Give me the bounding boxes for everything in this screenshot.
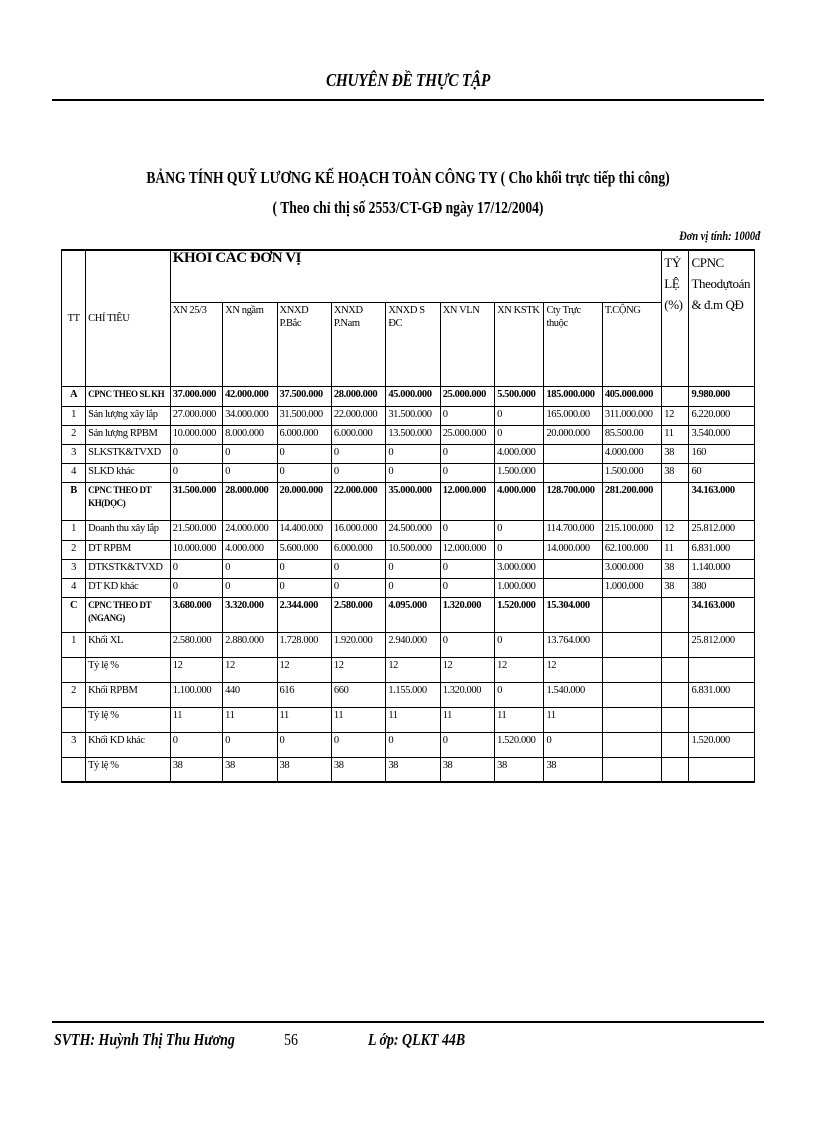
- table-cell: 24.500.000: [386, 520, 440, 540]
- row-tt: 2: [62, 682, 86, 707]
- table-cell: [689, 657, 755, 682]
- row-tt: [62, 757, 86, 782]
- document-title: BẢNG TÍNH QUỸ LƯƠNG KẾ HOẠCH TOÀN CÔNG TY ( Cho khối trực tiếp thi công): [146, 168, 670, 187]
- row-tt: 3: [62, 444, 86, 463]
- table-cell: 660: [331, 682, 385, 707]
- table-cell: 27.000.000: [170, 406, 222, 425]
- table-cell: 6.831.000: [689, 540, 755, 559]
- table-cell: 3.540.000: [689, 425, 755, 444]
- table-cell: 11: [544, 707, 602, 732]
- table-cell: 0: [223, 732, 277, 757]
- table-cell: [662, 632, 689, 657]
- table-cell: 2.580.000: [170, 632, 222, 657]
- table-cell: 45.000.000: [386, 386, 440, 406]
- table-cell: 13.764.000: [544, 632, 602, 657]
- table-cell: 12: [331, 657, 385, 682]
- table-cell: 1.155.000: [386, 682, 440, 707]
- table-cell: [602, 757, 661, 782]
- table-cell: 5.600.000: [277, 540, 331, 559]
- table-cell: 12: [170, 657, 222, 682]
- header-unit: XN KSTK: [495, 302, 544, 386]
- table-cell: [544, 444, 602, 463]
- row-label: Doanh thu xây lắp: [86, 520, 171, 540]
- header-unit: XN 25/3: [170, 302, 222, 386]
- table-cell: 0: [223, 444, 277, 463]
- table-cell: 12: [662, 520, 689, 540]
- table-cell: 440: [223, 682, 277, 707]
- row-label: CPNC THEO DT KH(DỌC): [86, 482, 171, 520]
- table-cell: 6.220.000: [689, 406, 755, 425]
- table-cell: 25.000.000: [440, 425, 494, 444]
- table-cell: 0: [331, 444, 385, 463]
- row-tt: A: [62, 386, 86, 406]
- header-title: CHUYÊN ĐỀ THỰC TẬP: [325, 70, 491, 90]
- table-cell: 20.000.000: [277, 482, 331, 520]
- table-cell: 37.000.000: [170, 386, 222, 406]
- table-cell: 11: [386, 707, 440, 732]
- table-cell: 0: [170, 444, 222, 463]
- table-row: [62, 482, 755, 520]
- table-cell: [662, 757, 689, 782]
- header-unit: XNXD P.Bắc: [277, 302, 331, 386]
- row-tt: 4: [62, 463, 86, 482]
- header-tyle: TỶ LỆ (%): [662, 250, 689, 386]
- table-cell: 0: [544, 732, 602, 757]
- row-label: Tỷ lệ %: [86, 707, 171, 732]
- table-cell: [602, 707, 661, 732]
- table-cell: 0: [170, 578, 222, 597]
- table-cell: [544, 463, 602, 482]
- table-cell: 0: [331, 463, 385, 482]
- table-cell: 215.100.000: [602, 520, 661, 540]
- page-number: 56: [284, 1030, 298, 1049]
- table-row: [62, 657, 755, 682]
- row-label: SLKD khác: [86, 463, 171, 482]
- table-cell: 0: [386, 463, 440, 482]
- table-cell: 0: [440, 732, 494, 757]
- table-row: [62, 732, 755, 757]
- table-cell: 3.320.000: [223, 597, 277, 632]
- table-cell: 4.000.000: [602, 444, 661, 463]
- table-cell: 35.000.000: [386, 482, 440, 520]
- table-cell: 38: [662, 444, 689, 463]
- header-chitieu: CHỈ TIÊU: [86, 250, 171, 386]
- table-cell: 1.000.000: [495, 578, 544, 597]
- table-cell: [602, 657, 661, 682]
- table-cell: [602, 682, 661, 707]
- table-cell: 12: [440, 657, 494, 682]
- table-cell: 38: [170, 757, 222, 782]
- table-cell: 42.000.000: [223, 386, 277, 406]
- table-cell: 11: [170, 707, 222, 732]
- table-cell: 160: [689, 444, 755, 463]
- row-label: Tỷ lệ %: [86, 757, 171, 782]
- row-label: DT KD khác: [86, 578, 171, 597]
- table-cell: 281.200.000: [602, 482, 661, 520]
- table-cell: 28.000.000: [331, 386, 385, 406]
- table-row: [62, 632, 755, 657]
- header-divider: [52, 99, 764, 101]
- table-row: [62, 757, 755, 782]
- table-cell: 10.000.000: [170, 425, 222, 444]
- table-cell: 38: [662, 463, 689, 482]
- table-cell: 28.000.000: [223, 482, 277, 520]
- table-cell: 185.000.000: [544, 386, 602, 406]
- table-cell: [689, 757, 755, 782]
- table-cell: 4.000.000: [223, 540, 277, 559]
- table-cell: 12: [386, 657, 440, 682]
- table-cell: [662, 732, 689, 757]
- table-cell: 0: [331, 559, 385, 578]
- table-cell: 0: [277, 732, 331, 757]
- table-cell: 62.100.000: [602, 540, 661, 559]
- table-cell: 13.500.000: [386, 425, 440, 444]
- table-cell: 12.000.000: [440, 540, 494, 559]
- table-cell: 1.728.000: [277, 632, 331, 657]
- table-cell: 0: [440, 406, 494, 425]
- table-cell: [602, 732, 661, 757]
- table-cell: 8.000.000: [223, 425, 277, 444]
- table-cell: 1.920.000: [331, 632, 385, 657]
- table-cell: 1.520.000: [689, 732, 755, 757]
- header-unit: XNXD P.Nam: [331, 302, 385, 386]
- table-cell: 11: [331, 707, 385, 732]
- table-cell: 11: [440, 707, 494, 732]
- table-cell: 31.500.000: [277, 406, 331, 425]
- table-row: [62, 540, 755, 559]
- table-cell: 11: [662, 540, 689, 559]
- table-cell: 38: [544, 757, 602, 782]
- table-cell: 6.831.000: [689, 682, 755, 707]
- table-cell: 0: [277, 444, 331, 463]
- row-label: CPNC THEO DT (NGANG): [86, 597, 171, 632]
- table-cell: 14.000.000: [544, 540, 602, 559]
- table-cell: 2.580.000: [331, 597, 385, 632]
- table-cell: 38: [223, 757, 277, 782]
- unit-note: Đơn vị tính: 1000đ: [679, 228, 760, 243]
- table-cell: 1.320.000: [440, 682, 494, 707]
- table-row: [62, 520, 755, 540]
- table-cell: 0: [495, 520, 544, 540]
- table-cell: 1.320.000: [440, 597, 494, 632]
- table-cell: 11: [495, 707, 544, 732]
- table-cell: 85.500.00: [602, 425, 661, 444]
- table-cell: 2.880.000: [223, 632, 277, 657]
- table-cell: 0: [495, 632, 544, 657]
- table-cell: 38: [331, 757, 385, 782]
- table-cell: 3.000.000: [602, 559, 661, 578]
- table-cell: 12: [544, 657, 602, 682]
- table-cell: 0: [386, 444, 440, 463]
- table-cell: 22.000.000: [331, 482, 385, 520]
- table-cell: 34.163.000: [689, 597, 755, 632]
- table-cell: 12.000.000: [440, 482, 494, 520]
- header-unit: Cty Trực thuộc: [544, 302, 602, 386]
- table-cell: 128.700.000: [544, 482, 602, 520]
- table-cell: [689, 707, 755, 732]
- table-cell: 15.304.000: [544, 597, 602, 632]
- table-cell: 12: [662, 406, 689, 425]
- table-cell: 1.500.000: [495, 463, 544, 482]
- table-cell: 25.812.000: [689, 632, 755, 657]
- row-label: Khối XL: [86, 632, 171, 657]
- row-label: SLKSTK&TVXD: [86, 444, 171, 463]
- table-cell: [544, 559, 602, 578]
- table-cell: 38: [495, 757, 544, 782]
- table-cell: 34.163.000: [689, 482, 755, 520]
- row-label: Tỷ lệ %: [86, 657, 171, 682]
- table-row: [62, 444, 755, 463]
- header-unit: XNXD S ĐC: [386, 302, 440, 386]
- table-cell: 38: [277, 757, 331, 782]
- table-row: [62, 578, 755, 597]
- table-cell: 0: [277, 463, 331, 482]
- table-cell: 0: [170, 463, 222, 482]
- table-cell: 0: [440, 520, 494, 540]
- row-tt: 2: [62, 540, 86, 559]
- table-row: [62, 463, 755, 482]
- table-cell: 0: [223, 578, 277, 597]
- table-cell: 12: [495, 657, 544, 682]
- table-cell: 31.500.000: [170, 482, 222, 520]
- table-cell: 0: [440, 632, 494, 657]
- table-cell: 0: [440, 463, 494, 482]
- table-cell: 1.100.000: [170, 682, 222, 707]
- table-cell: 0: [277, 578, 331, 597]
- row-tt: 4: [62, 578, 86, 597]
- row-tt: 3: [62, 559, 86, 578]
- row-label: Sản lượng RPBM: [86, 425, 171, 444]
- table-cell: 0: [170, 559, 222, 578]
- row-tt: [62, 707, 86, 732]
- table-cell: 0: [386, 559, 440, 578]
- table-cell: 38: [440, 757, 494, 782]
- table-cell: 11: [223, 707, 277, 732]
- table-cell: 616: [277, 682, 331, 707]
- table-cell: 22.000.000: [331, 406, 385, 425]
- footer-divider: [52, 1021, 764, 1023]
- table-cell: 0: [440, 578, 494, 597]
- footer-student: SVTH: Huỳnh Thị Thu Hương: [54, 1030, 235, 1049]
- table-cell: 11: [277, 707, 331, 732]
- table-cell: [662, 386, 689, 406]
- table-cell: [662, 707, 689, 732]
- table-cell: 0: [440, 444, 494, 463]
- table-cell: 5.500.000: [495, 386, 544, 406]
- document-subtitle: ( Theo chỉ thị số 2553/CT-GĐ ngày 17/12/2004): [272, 198, 544, 217]
- table-cell: 11: [662, 425, 689, 444]
- footer-class: L ớp: QLKT 44B: [368, 1030, 466, 1049]
- row-tt: 1: [62, 520, 86, 540]
- header-unit: T.CỘNG: [602, 302, 661, 386]
- row-tt: 1: [62, 632, 86, 657]
- row-label: Sản lượng xây lắp: [86, 406, 171, 425]
- table-cell: 380: [689, 578, 755, 597]
- row-tt: B: [62, 482, 86, 520]
- table-cell: 0: [223, 463, 277, 482]
- table-cell: 3.680.000: [170, 597, 222, 632]
- table-row: [62, 707, 755, 732]
- table-cell: 6.000.000: [331, 425, 385, 444]
- table-cell: 10.000.000: [170, 540, 222, 559]
- table-cell: 37.500.000: [277, 386, 331, 406]
- header-unit: XN VLN: [440, 302, 494, 386]
- table-cell: 9.980.000: [689, 386, 755, 406]
- table-cell: 0: [277, 559, 331, 578]
- table-cell: 0: [495, 406, 544, 425]
- row-tt: C: [62, 597, 86, 632]
- row-label: CPNC THEO SL KH: [86, 386, 171, 406]
- table-cell: 38: [386, 757, 440, 782]
- table-cell: 0: [223, 559, 277, 578]
- table-cell: 0: [331, 578, 385, 597]
- table-row: [62, 682, 755, 707]
- table-cell: [544, 578, 602, 597]
- table-cell: 12: [223, 657, 277, 682]
- table-cell: 25.812.000: [689, 520, 755, 540]
- table-cell: [662, 597, 689, 632]
- table-cell: 0: [170, 732, 222, 757]
- table-row: [62, 597, 755, 632]
- table-row: [62, 406, 755, 425]
- table-cell: 0: [495, 425, 544, 444]
- row-tt: 3: [62, 732, 86, 757]
- header-khoi: KHỐI CÁC ĐƠN VỊ: [170, 250, 662, 302]
- table-cell: 12: [277, 657, 331, 682]
- table-cell: [602, 597, 661, 632]
- table-cell: 1.520.000: [495, 597, 544, 632]
- header-cpnc: CPNC Theodựtoán & đ.m QĐ: [689, 250, 755, 386]
- table-cell: 38: [662, 559, 689, 578]
- row-tt: 2: [62, 425, 86, 444]
- table-cell: 0: [440, 559, 494, 578]
- header-unit: XN ngầm: [223, 302, 277, 386]
- table-cell: 0: [495, 540, 544, 559]
- header-tt: TT: [62, 250, 86, 386]
- row-label: DTKSTK&TVXD: [86, 559, 171, 578]
- row-label: Khối KD khác: [86, 732, 171, 757]
- salary-plan-table: [61, 249, 755, 783]
- table-cell: 14.400.000: [277, 520, 331, 540]
- table-cell: 24.000.000: [223, 520, 277, 540]
- table-cell: 10.500.000: [386, 540, 440, 559]
- table-row: [62, 386, 755, 406]
- table-cell: 4.000.000: [495, 444, 544, 463]
- table-cell: 405.000.000: [602, 386, 661, 406]
- table-cell: 2.940.000: [386, 632, 440, 657]
- table-cell: 165.000.00: [544, 406, 602, 425]
- table-cell: 31.500.000: [386, 406, 440, 425]
- table-cell: 6.000.000: [277, 425, 331, 444]
- table-cell: 311.000.000: [602, 406, 661, 425]
- row-tt: [62, 657, 86, 682]
- table-cell: 1.540.000: [544, 682, 602, 707]
- table-cell: 38: [662, 578, 689, 597]
- table-cell: 0: [495, 682, 544, 707]
- table-row: [62, 559, 755, 578]
- table-cell: 21.500.000: [170, 520, 222, 540]
- table-cell: 34.000.000: [223, 406, 277, 425]
- table-cell: 6.000.000: [331, 540, 385, 559]
- table-cell: 4.000.000: [495, 482, 544, 520]
- table-cell: 114.700.000: [544, 520, 602, 540]
- table-body: [62, 386, 755, 782]
- table-cell: [662, 482, 689, 520]
- table-cell: 1.000.000: [602, 578, 661, 597]
- table-cell: 1.500.000: [602, 463, 661, 482]
- table-cell: 3.000.000: [495, 559, 544, 578]
- table-cell: 0: [386, 732, 440, 757]
- table-cell: [662, 657, 689, 682]
- table-row: [62, 425, 755, 444]
- table-cell: 2.344.000: [277, 597, 331, 632]
- table-cell: 60: [689, 463, 755, 482]
- row-label: Khối RPBM: [86, 682, 171, 707]
- table-cell: [602, 632, 661, 657]
- table-cell: 0: [331, 732, 385, 757]
- table-cell: [662, 682, 689, 707]
- table-cell: 20.000.000: [544, 425, 602, 444]
- table-cell: 25.000.000: [440, 386, 494, 406]
- row-label: DT RPBM: [86, 540, 171, 559]
- row-tt: 1: [62, 406, 86, 425]
- table-cell: 4.095.000: [386, 597, 440, 632]
- table-cell: 16.000.000: [331, 520, 385, 540]
- table-cell: 1.140.000: [689, 559, 755, 578]
- table-cell: 1.520.000: [495, 732, 544, 757]
- table-cell: 0: [386, 578, 440, 597]
